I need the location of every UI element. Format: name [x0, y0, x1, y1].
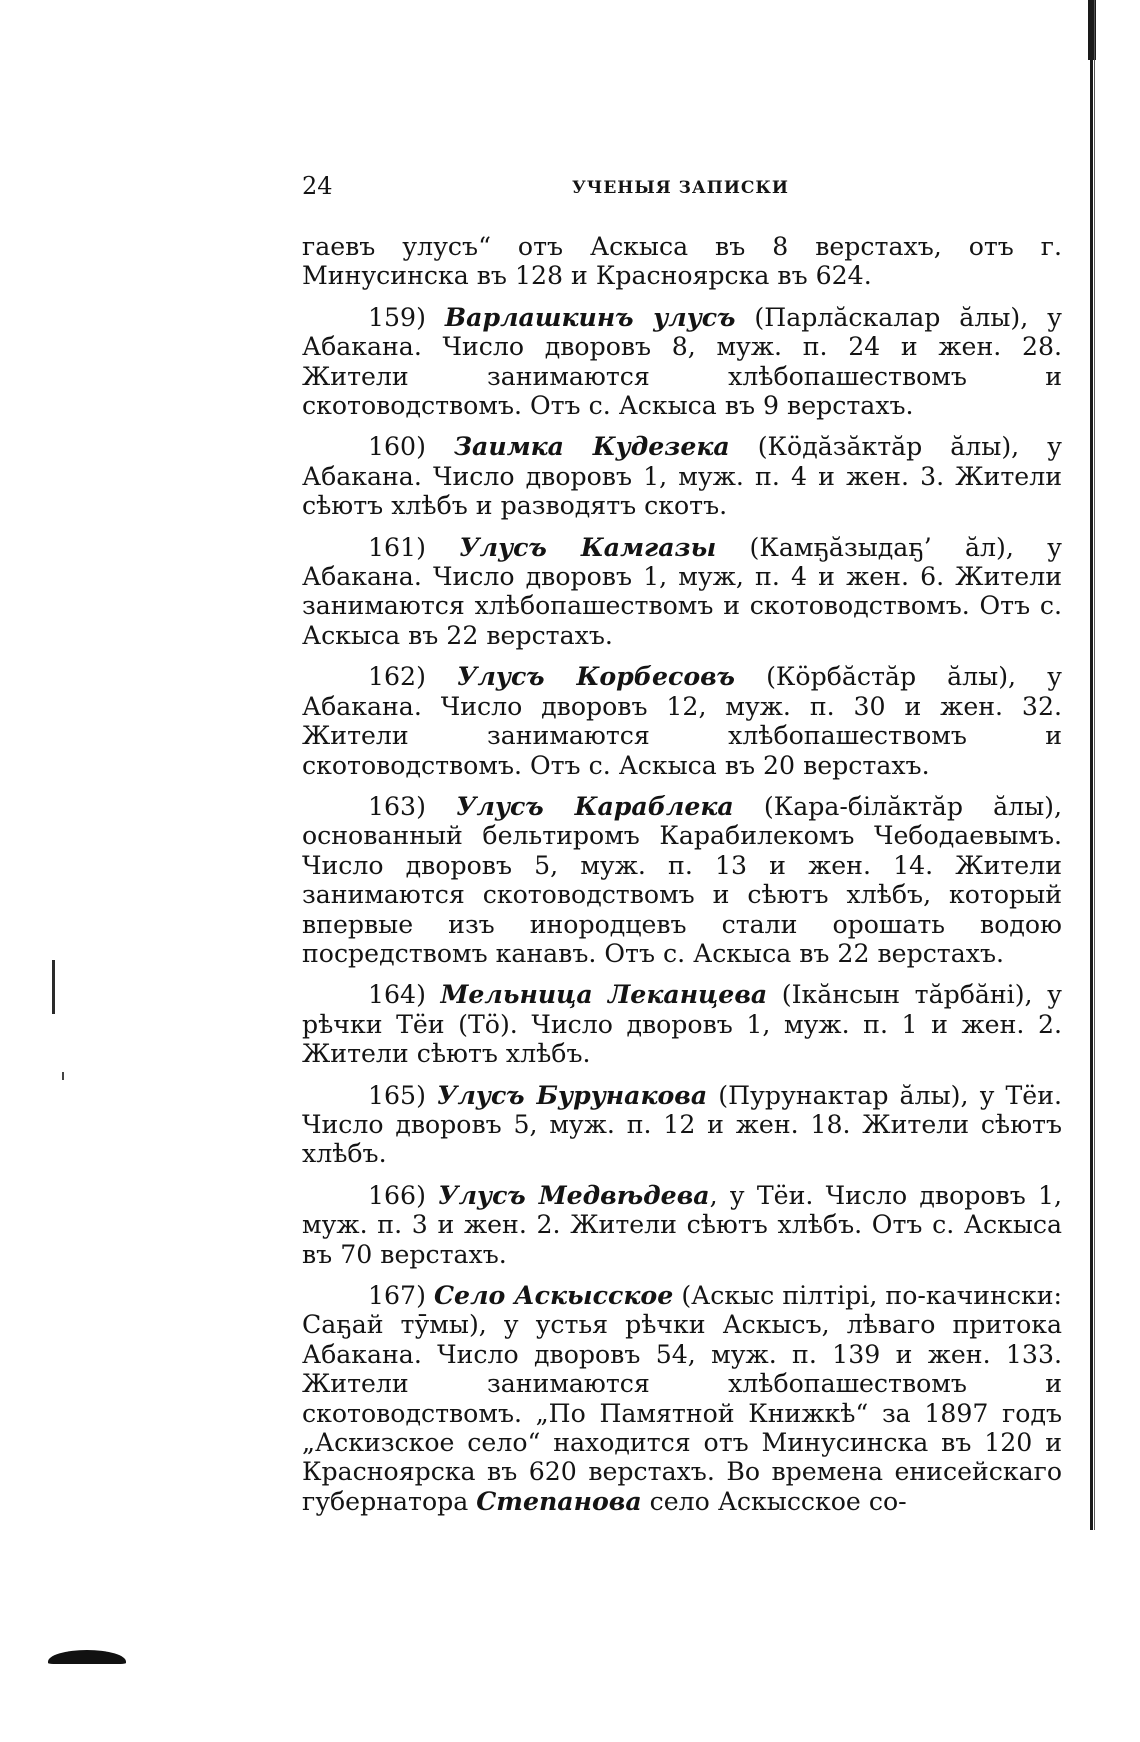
- entry-text: (Кара-бiлăктăр ăлы), основанный бельтиромъ Карабилекомъ Чебодаевымъ. Число дворовъ 5, муж. п. 13 и жен. 14. Жители занимаются скотоводствомъ и сѣютъ хлѣбъ, который впервые изъ инородцевъ стали орошать водою посредствомъ канавъ. Отъ с. Аскыса въ 22 верстахъ.: [302, 791, 1062, 968]
- running-head: [302, 172, 1060, 208]
- entry-tail-text: село Аскысское со-: [641, 1486, 907, 1516]
- entry-name: Улусъ Медвѣдева: [438, 1179, 710, 1210]
- continuation-paragraph: гаевъ улусъ“ отъ Аскыса въ 8 верстахъ, отъ г. Минусинска въ 128 и Красноярска въ 624.: [302, 232, 1062, 291]
- entry-number: 163): [368, 791, 426, 821]
- entry-number: 166): [368, 1180, 426, 1210]
- entry-name: Улусъ Корбесовъ: [457, 661, 735, 692]
- entry-paragraph: [302, 792, 1062, 968]
- margin-mark: [52, 960, 55, 1014]
- entry-number: 159): [368, 302, 426, 332]
- binding-edge-line: [1090, 0, 1093, 1530]
- entry-paragraph: [302, 662, 1062, 780]
- entry-text: (Парлăскалар ăлы), у Абакана. Число дворовъ 8, муж. п. 24 и жен. 28. Жители занимаются хлѣбопашествомъ и скотоводствомъ. Отъ с. Аскыса въ 9 верстахъ.: [302, 302, 1062, 421]
- entry-number: 161): [368, 532, 426, 562]
- entry-number: 165): [368, 1080, 426, 1110]
- entry-paragraph: [302, 533, 1062, 651]
- entry-name: Заимка Кудезека: [453, 431, 730, 462]
- entry-text: (Кӧрбăстăр ăлы), у Абакана. Число дворовъ 12, муж. п. 30 и жен. 32. Жители занимаются хлѣбопашествомъ и скотоводствомъ. Отъ с. Аскыса въ 20 верстахъ.: [302, 662, 1062, 780]
- entry-number: 167): [368, 1281, 426, 1310]
- entry-text: , у Тёи. Число дворовъ 1, муж. п. 3 и жен. 2. Жители сѣютъ хлѣбъ. Отъ с. Аскыса въ 70 верстахъ.: [302, 1180, 1062, 1269]
- page-number: 24: [302, 172, 333, 200]
- header-title: УЧЕНЫЯ ЗАПИСКИ: [572, 178, 789, 198]
- governor-name: Степанова: [476, 1485, 642, 1516]
- entry-name: Варлашкинъ улусъ: [444, 301, 736, 332]
- entry-name: Село Аскысское: [434, 1280, 674, 1310]
- entry-text: (Iкăнсын тăрбăнi), у рѣчки Тёи (Тӧ). Число дворовъ 1, муж. п. 1 и жен. 2. Жители сѣютъ хлѣбъ.: [302, 980, 1062, 1069]
- entry-number: 162): [368, 662, 426, 692]
- entry-paragraph: [302, 1281, 1062, 1516]
- entry-name: Мельница Леканцева: [440, 979, 768, 1010]
- entry-paragraph: [302, 432, 1062, 520]
- entry-name: Улусъ Камгазы: [459, 531, 717, 562]
- entry-number: 160): [368, 432, 426, 462]
- entry-paragraph: [302, 1081, 1062, 1169]
- entry-text: (Пурунактар ăлы), у Тёи. Число дворовъ 5, муж. п. 12 и жен. 18. Жители сѣютъ хлѣбъ.: [302, 1080, 1063, 1169]
- entry-number: 164): [368, 980, 426, 1010]
- entry-paragraph: [302, 1181, 1062, 1269]
- entry-name: Улусъ Караблека: [456, 790, 734, 821]
- entry-text: (Аскыс пiлтiрi, по-качински: Саҕай тӯмы), у устья рѣчки Аскысъ, лѣваго притока Абакана. Число дворовъ 54, муж. п. 139 и жен. 133. Жители занимаются хлѣбопашествомъ и скотоводствомъ. „По Памятной Книжкѣ“ за 1897 годъ „Аскизское село“ находится отъ Минусинска въ 120 и Красноярска въ 620 верстахъ. Во времена енисейскаго губернатора: [302, 1281, 1062, 1516]
- body-text: [302, 232, 1062, 1528]
- ink-smudge: [48, 1650, 126, 1664]
- entry-text: (Кӧдăзăктăр ăлы), у Абакана. Число дворовъ 1, муж. п. 4 и жен. 3. Жители сѣютъ хлѣбъ и разводятъ скотъ.: [302, 432, 1062, 521]
- entry-text: (Камҕăзыдаҕ’ ăл), у Абакана. Число дворовъ 1, муж, п. 4 и жен. 6. Жители занимаются хлѣбопашествомъ и скотоводствомъ. Отъ с. Аскыса въ 22 верстахъ.: [302, 532, 1062, 650]
- margin-speck: [62, 1072, 64, 1080]
- binding-edge-shadow: [1094, 0, 1095, 1530]
- entry-paragraph: [302, 303, 1062, 421]
- entry-paragraph: [302, 980, 1062, 1068]
- entry-name: Улусъ Бурунакова: [437, 1079, 708, 1110]
